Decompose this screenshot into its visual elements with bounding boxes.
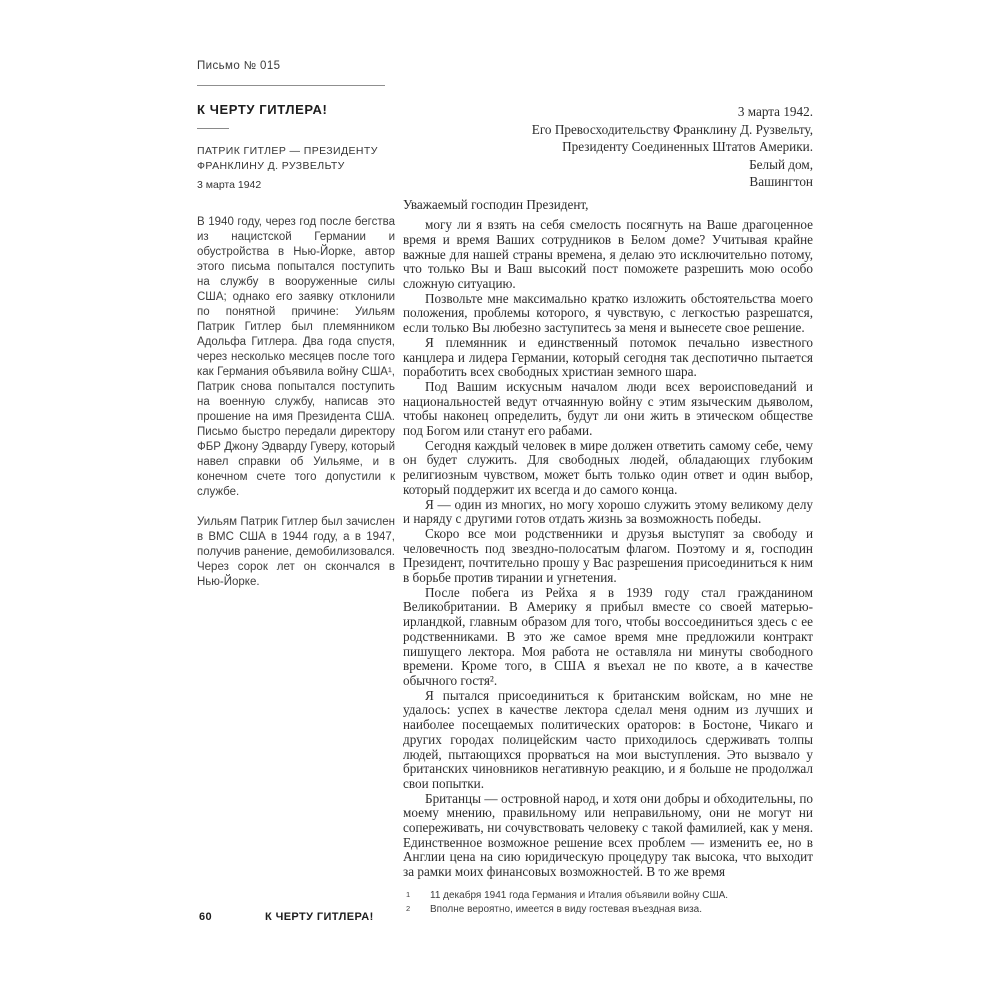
footnote-marker: 1	[406, 889, 411, 899]
subtitle-line-2: ФРАНКЛИНУ Д. РУЗВЕЛЬТУ	[197, 160, 345, 172]
article-subtitle	[197, 144, 395, 174]
letter-dateline: 3 марта 1942.	[737, 104, 813, 119]
letter-paragraph: Скоро все мои родственники и друзья выступят за свободу и человечность под звездно-полосатым флагом. Поэтому и я, господин Президент, почтительно прошу у Вас разрешения присоединиться к ним в борьбе против тирании и угнетения.	[403, 525, 813, 586]
title-divider	[197, 128, 229, 129]
salutation: Уважаемый господин Президент,	[403, 196, 589, 212]
addressee-line: Вашингтон	[749, 174, 813, 189]
sidebar-column	[197, 60, 395, 605]
editor-introduction	[197, 215, 395, 590]
addressee-line: Белый дом,	[749, 156, 813, 172]
footnotes-block	[403, 889, 813, 918]
letterhead	[403, 103, 813, 191]
footnote	[403, 889, 813, 904]
footnote-text: 11 декабря 1941 года Германия и Италия объявили войну США.	[430, 889, 729, 901]
letter-body-column	[403, 103, 813, 918]
footnote-text: Вполне вероятно, имеется в виду гостевая въездная виза.	[430, 904, 703, 916]
addressee-line: Президенту Соединенных Штатов Америки.	[562, 139, 813, 154]
header-divider	[197, 85, 385, 86]
page-number: 60	[199, 911, 213, 923]
letter-paragraph: Сегодня каждый человек в мире должен ответить самому себе, чему он будет служить. Для свободных людей, обладающих глубоким религиозным чувством, может быть только один ответ и один выбор, который поддержит их всегда и до самого конца.	[403, 437, 813, 497]
letter-paragraph: Позвольте мне максимально кратко изложить обстоятельства моего положения, проблемы которого, я чувствую, с легкостью разрешатся, если только Вы любезно заступитесь за меня и вынесете свое решение.	[403, 290, 813, 336]
letter-paragraph: Я — один из многих, но могу хорошо служить этому великому делу и наряду с другими готов отдать жизнь за возможность победы.	[403, 496, 813, 527]
footnote-marker: 2	[406, 904, 411, 914]
addressee-line: Его Превосходительству Франклину Д. Рузвельту,	[531, 121, 813, 137]
article-date: 3 марта 1942	[197, 179, 262, 191]
intro-paragraph: В 1940 году, через год после бегства из нацистской Германии и обустройства в Нью-Йорке, автор этого письма попытался поступить на службу в вооруженные силы США; однако его заявку отклонили по понятной причине: Уильям Патрик Гитлер был племянником Адольфа Гитлера. Два года спустя, через несколько месяцев после того как Германия объявила войну США¹, Патрик снова попытался поступить на военную службу, написав это прошение на имя Президента США. Письмо быстро передали директору ФБР Джону Эдварду Гуверу, который навел справки об Уильяме, и в конечном счете того допустили к службе.	[197, 216, 395, 498]
letter-paragraph: Британцы — островной народ, и хотя они добры и обходительны, по моему мнению, правильному или неправильному, они не могут ни сопереживать, ни сочувствовать человеку с такой фамилией, как у меня. Единственное возможное решение всех проблем — изменить ее, но в Англии цена на сию юридическую процедуру так высока, что выходит за рамки моих финансовых возможностей. В то же время	[403, 790, 813, 880]
running-title: К ЧЕРТУ ГИТЛЕРА!	[265, 911, 374, 923]
intro-paragraph: Уильям Патрик Гитлер был зачислен в ВМС США в 1944 году, а в 1947, получив ранение, демобилизовался. Через сорок лет он скончался в Нью-Йорке.	[197, 516, 395, 588]
letter-paragraph: могу ли я взять на себя смелость посягнуть на Ваше драгоценное время и время Ваших сотрудников в Белом доме? Учитывая крайне важные для нашей страны времена, я делаю это исключительно потому, что только Вы и Ваш высокий пост поможете разрешить мою особо сложную ситуацию.	[403, 217, 813, 292]
letter-paragraph: Я пытался присоединиться к британским войскам, но мне не удалось: успех в качестве лектора сделал меня одним из лучших и наиболее посещаемых политических ораторов: в Бостоне, Чикаго и других городах полицейским часто приходилось сдерживать толпы людей, пытающихся прорваться на мои выступления. Это вызвало у британских чиновников негативную реакцию, и я больше не продолжал свои попытки.	[403, 687, 813, 791]
article-title: К ЧЕРТУ ГИТЛЕРА!	[197, 102, 328, 117]
letter-paragraph: Под Вашим искусным началом люди всех вероисповеданий и национальностей ведут отчаянную войну с этим языческим дьяволом, чтобы наконец определить, будут ли они жить в этическом обществе под Богом или станут его рабами.	[403, 378, 813, 439]
letter-paragraph: Я племянник и единственный потомок печально известного канцлера и лидера Германии, который сегодня так деспотично пытается поработить всех свободных христиан земного шара.	[403, 334, 813, 380]
letter-paragraph: После побега из Рейха я в 1939 году стал гражданином Великобритании. В Америку я прибыл вместе со своей матерью-ирландкой, главным образом для того, чтобы воссоединиться здесь с ее родственниками. В это же самое время мне предложили контракт пишущего лектора. Моя работа не оставляла ни минуты свободного времени. Кроме того, в США я въехал не по квоте, а в качестве обычного гостя².	[403, 584, 813, 688]
subtitle-line-1: ПАТРИК ГИТЛЕР — ПРЕЗИДЕНТУ	[197, 145, 378, 157]
letter-number-label: Письмо № 015	[197, 60, 281, 72]
footnote	[403, 903, 813, 918]
